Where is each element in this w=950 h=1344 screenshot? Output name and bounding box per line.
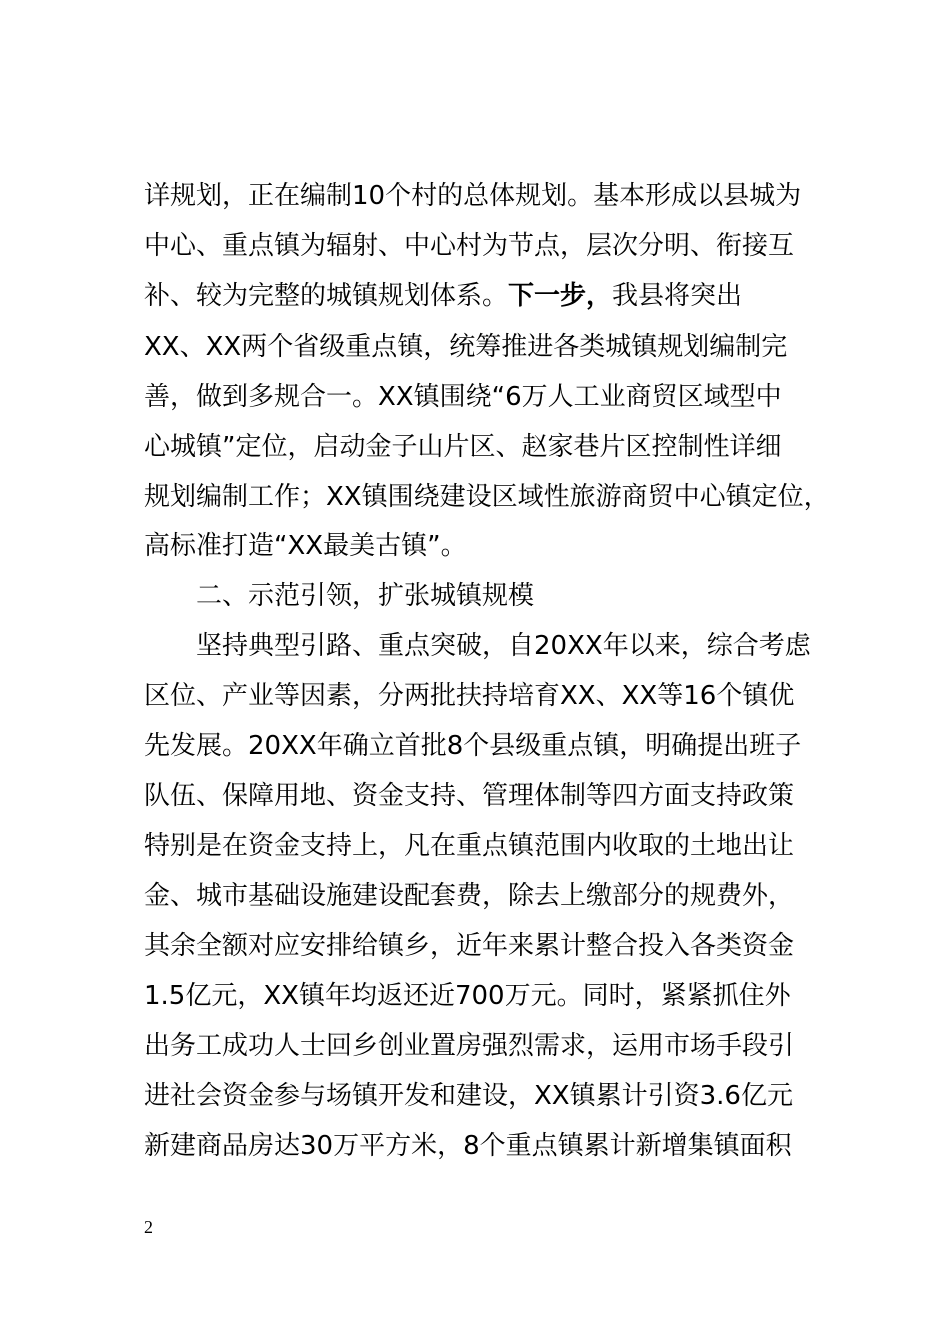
body-text-line: 金、城市基础设施建设配套费，除去上缴部分的规费外， — [144, 881, 795, 911]
body-text-segment: 我县将突出 — [612, 281, 743, 311]
section-heading: 二、示范引领，扩张城镇规模 — [196, 581, 535, 611]
body-text-line: 详规划，正在编制10个村的总体规划。基本形成以县城为 — [144, 181, 802, 211]
body-text-line: 区位、产业等因素，分两批扶持培育XX、XX等16个镇优 — [144, 681, 795, 711]
body-text-line: 心城镇”定位，启动金子山片区、赵家巷片区控制性详细 — [144, 432, 782, 462]
body-text-line: 善，做到多规合一。XX镇围绕“6万人工业商贸区域型中 — [144, 382, 782, 412]
body-text-line: 坚持典型引路、重点突破，自20XX年以来，综合考虑 — [196, 631, 811, 661]
body-text-line: 高标准打造“XX最美古镇”。 — [144, 531, 467, 561]
body-text-line: XX、XX两个省级重点镇，统筹推进各类城镇规划编制完 — [144, 332, 788, 362]
page-number: 2 — [144, 1217, 153, 1237]
body-text-line: 中心、重点镇为辐射、中心村为节点，层次分明、衔接互 — [144, 231, 795, 261]
bold-lead-in: 下一步， — [508, 281, 613, 311]
body-text-line: 出务工成功人士回乡创业置房强烈需求，运用市场手段引 — [144, 1031, 795, 1061]
body-text-line: 特别是在资金支持上，凡在重点镇范围内收取的土地出让 — [144, 831, 795, 861]
body-text-line: 先发展。20XX年确立首批8个县级重点镇，明确提出班子 — [144, 731, 802, 761]
body-text-line: 1.5亿元，XX镇年均返还近700万元。同时，紧紧抓住外 — [144, 981, 791, 1011]
body-text-line: 队伍、保障用地、资金支持、管理体制等四方面支持政策 — [144, 781, 795, 811]
body-text-line: 规划编制工作；XX镇围绕建设区域性旅游商贸中心镇定位， — [144, 482, 830, 512]
body-text-line — [144, 280, 742, 312]
body-text-line: 其余全额对应安排给镇乡，近年来累计整合投入各类资金 — [144, 931, 795, 961]
body-text-line: 新建商品房达30万平方米，8个重点镇累计新增集镇面积 — [144, 1131, 792, 1161]
body-text-line: 进社会资金参与场镇开发和建设，XX镇累计引资3.6亿元 — [144, 1081, 793, 1111]
body-text-segment: 补、较为完整的城镇规划体系。 — [144, 281, 509, 311]
